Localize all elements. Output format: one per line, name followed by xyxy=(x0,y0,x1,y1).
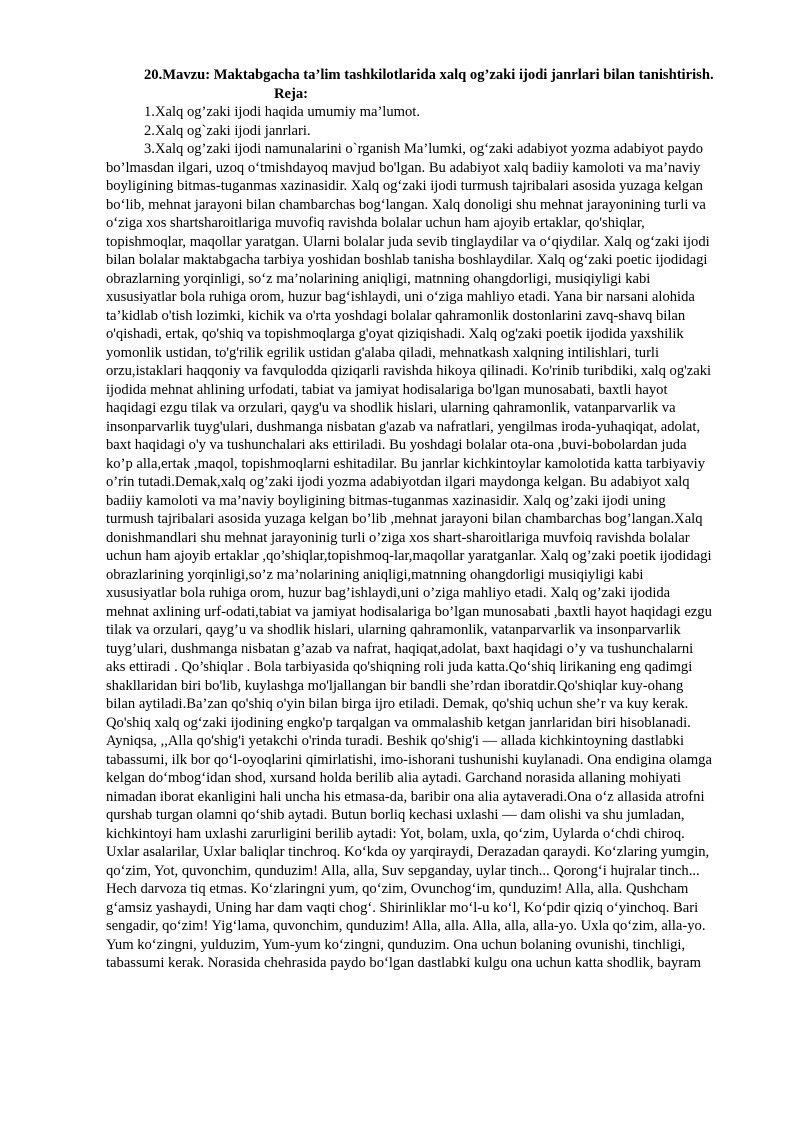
body-paragraph: 3.Xalq og’zaki ijodi namunalarini o`rganish Ma’lumki, og‘zaki adabiyot yozma adabiyot paydo bo’lmasdan ilgari, uzoq o‘tmishdayoq mavjud bo'lgan. Bu adabiyot xalq badiiy kamoloti va ma’naviy boyligining bitmas-tuganmas xazinasidir. Xalq og‘zaki ijodi turmush tajribalari asosida yuzaga kelgan bo‘lib, mehnat jarayoni bilan chambarchas bog‘langan. Xalq donoligi shu mehnat jarayonining turli va o‘ziga xos shartsharoitlariga muvofiq ravishda bolalar uchun ham ajoyib ertaklar, qo'shiqlar, topishmoqlar, maqollar yaratgan. Ularni bolalar juda sevib tinglaydilar va o‘qiydilar. Xalq og‘zaki ijodi bilan bolalar maktabgacha tarbiya yoshidan boshlab tanisha boshlaydilar. Xalq og‘zaki poetic ijodidagi obrazlarning yorqinligi, so‘z ma’nolarining aniqligi, matnning ohangdorligi, musiqiyligi kabi xususiyatlar bola ruhiga orom, huzur bag‘ishlaydi, uni o‘ziga mahliyo etadi. Yana bir narsani alohida ta’kidlab o'tish lozimki, kichik va o'rta yoshdagi bolalar qahramonlik dostonlarini zavq-shavq bilan o'qishadi, ertak, qo'shiq va topishmoqlarga g'oyat qiziqishadi. Xalq og'zaki poetik ijodida yaxshilik yomonlik ustidan, to'g'rilik egrilik ustidan g'alaba qiladi, mehnatkash xalqning intilishlari, turli orzu,istaklari haqqoniy va favqulodda qiziqarli ravishda hikoya qilinadi. Ko'rinib turibdiki, xalq og'zaki ijodida mehnat ahlining urfodati, tabiat va jamiyat hodisalariga bo'lgan munosabati, baxtli hayot haqidagi ezgu tilak va orzulari, qayg'u va shodlik hislari, ularning qahramonlik, vatanparvarlik va insonparvarlik tuyg'ulari, dushmanga nisbatan g'azab va nafratlari, yengilmas iroda-yuhaqiqat, adolat, baxt haqidagi o'y va tushunchalari aks ettiriladi. Bu yoshdagi bolalar ota-ona ,buvi-bobolardan juda ko’p alla,ertak ,maqol, topishmoqlarni eshitadilar. Bu janrlar kichkintoylar kamolotida katta tarbiyaviy o’rin tutadi.Demak,xalq og’zaki ijodi yozma adabiyotdan ilgari maydonga kelgan. Bu adabiyot xalq badiiy kamoloti va ma’naviy boyligining bitmas-tuganmas xazinasidir. Xalq og’zaki ijodi uning turmush tajribalari asosida yuzaga kelgan bo’lib ,mehnat jarayoni bilan chambarchas bog’langan.Xalq donishmandlari shu mehnat jarayoninig turli o’ziga xos shart-sharoitlariga muvfoiq ravishda bolalar uchun ham ajoyib ertaklar ,qo’shiqlar,topishmoq-lar,maqollar yaratganlar. Xalq og’zaki poetik ijodidagi obrazlarining yorqinligi,so’z ma’nolarining aniqligi,matnning ohangdorligi musiqiyligi kabi xususiyatlar bola ruhiga orom, huzur bag’ishlaydi,uni o’ziga mahliyo etadi. Xalq og’zaki ijodida mehnat axlining urf-odati,tabiat va jamiyat hodisalariga bo’lgan munosabati ,baxtli hayot haqidagi ezgu tilak va orzulari, qayg’u va shodlik hislari, ularning qahramonlik, vatanparvarlik va insonparvarlik tuyg’ulari, dushmanga nisbatan g’azab va nafrat, haqiqat,adolat, baxt haqidagi o’y va tushunchalarni aks ettiradi . Qo’shiqlar . Bola tarbiyasida qo'shiqning roli juda katta.Qo‘shiq lirikaning eng qadimgi shakllaridan biri bo'lib, kuylashga mo'ljallangan bir bandli she’rdan iboratdir.Qo'shiqlar kuy-ohang bilan aytiladi.Ba’zan qo'shiq o'yin bilan birga ijro etiladi. Demak, qo'shiq uchun she’r va kuy kerak. Qo'shiq xalq og‘zaki ijodining engko'p tarqalgan va ommalashib ketgan janrlaridan biri hisoblanadi. Ayniqsa, ,,Alla qo'shig'i yetakchi o'rinda turadi. Beshik qo'shig'i — allada kichkintoyning dastlabki tabassumi, ilk bor qo‘l-oyoqlarini qimirlatishi, imo-ishorani tushunishi kuylanadi. Ona endigina olamga kelgan do‘mbog‘idan shod, xursand holda berilib alia aytadi. Garchand norasida allaning mohiyati nimadan iborat ekanligini hali uncha his etmasa-da, baribir ona alia aytaveradi.Ona o‘z allasida atrofni qurshab turgan olamni qo‘shib aytadi. Butun borliq kechasi uxlashi — dam olishi va shu jumladan, kichkintoyi ham uxlashi zarurligini berilib aytadi: Yot, bolam, uxla, qo‘zim, Uylarda o‘chdi chiroq. Uxlar asalarilar, Uxlar baliqlar tinchroq. Ko‘kda oy yarqiraydi, Derazadan qaraydi. Ko‘zlaring yumgin, qo‘zim, Yot, quvonchim, qunduzim! Alla, alla, Suv sepganday, uylar tinch... Qorong‘i hujralar tinch... Hech darvoza tiq etmas. Ko‘zlaringni yum, qo‘zim, Ovunchog‘im, qunduzim! Alla, alla. Qushcham g‘amsiz yashaydi, Uning har dam vaqti chog‘. Shirinliklar mo‘l-u ko‘l, Ko‘pdir qiziq o‘yinchoq. Bari sengadir, qo‘zim! Yig‘lama, quvonchim, qunduzim! Alla, alla. Alla, alla, alla-yo. Uxla qo‘zim, alla-yo. Yum ko‘zingni, yulduzim, Yum-yum ko‘zingni, qunduzim. Ona uchun bolaning ovunishi, tinchligi, tabassumi kerak. Norasida chehrasida paydo bo‘lgan dastlabki kulgu ona uchun katta shodlik, bayram xyxy=(106,141,712,971)
document-title: 20.Mavzu: Maktabgacha ta’lim tashkilotlarida xalq og’zaki ijodi janrlari bilan tanishtirish. xyxy=(144,67,714,83)
plan-heading: Reja: xyxy=(274,85,309,102)
plan-item-2: 2.Xalq og`zaki ijodi janrlari. xyxy=(144,122,311,139)
plan-item-1: 1.Xalq og’zaki ijodi haqida umumiy ma’lumot. xyxy=(144,104,421,120)
